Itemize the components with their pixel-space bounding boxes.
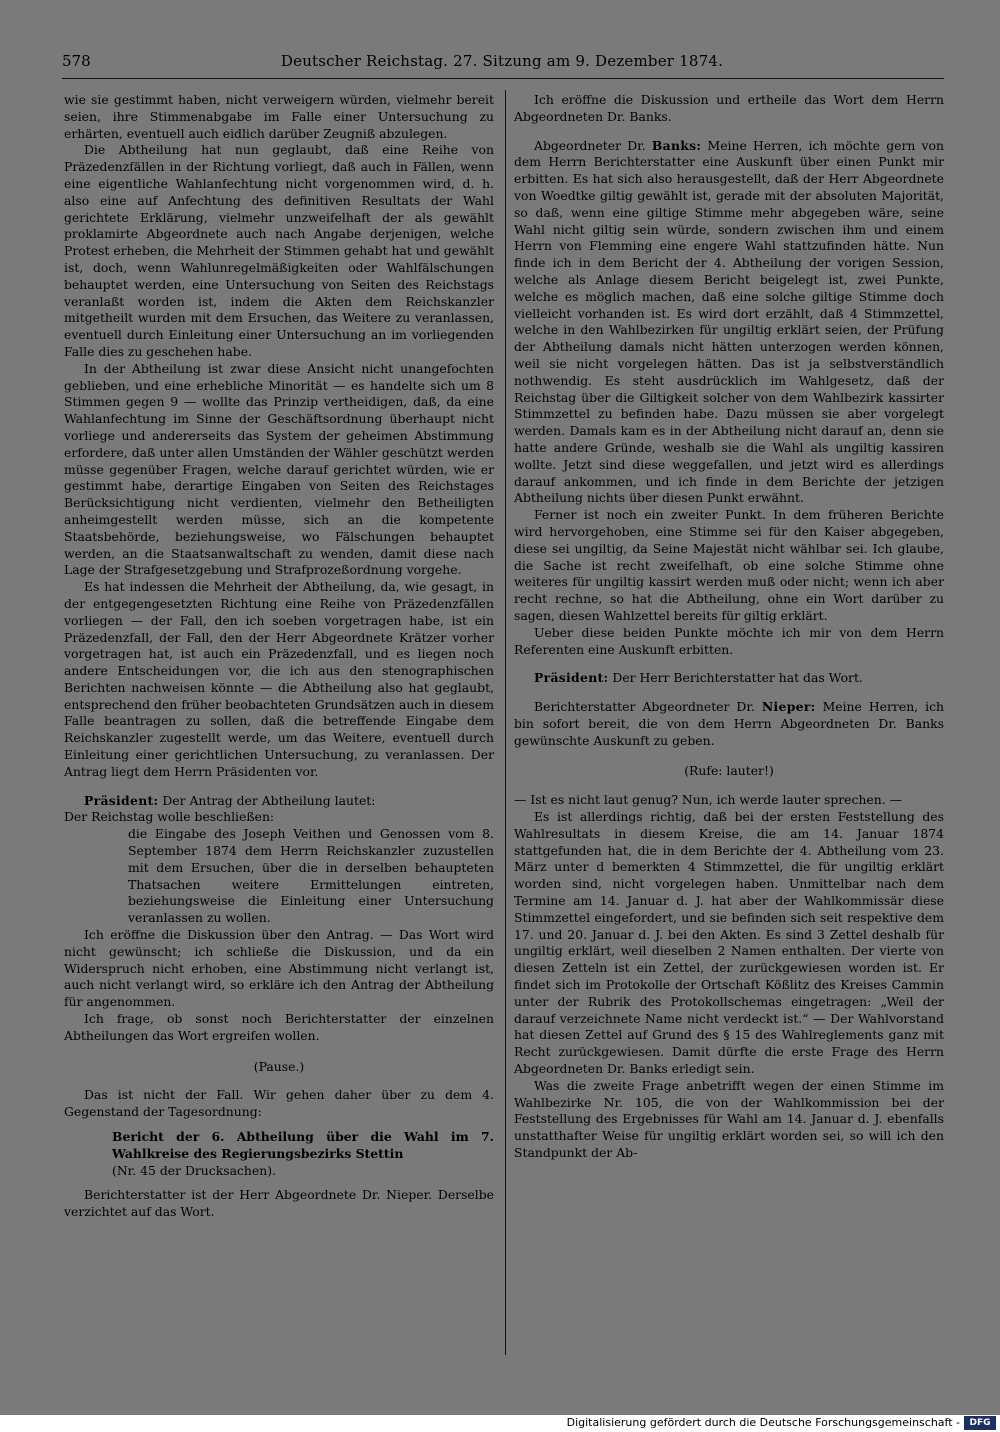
left-column bbox=[64, 92, 494, 1221]
paragraph: Ich eröffne die Diskussion und ertheile das Wort dem Herrn Abgeordneten Dr. Banks. bbox=[514, 92, 944, 124]
speech-paragraph bbox=[514, 699, 944, 749]
header-rule bbox=[62, 78, 944, 79]
paragraph: Ferner ist noch ein zweiter Punkt. In dem früheren Berichte wird hervorgehoben, eine Stimme sei für den Kaiser abgegeben, diese sei ungiltig, da Seine Majestät nicht wählbar sei. Ich glaube, die Sache ist recht zweifelhaft, ob eine solche Stimme ohne weiteres für ungiltig kassirt werden muß oder nicht; wenn ich aber recht rechne, so hat die Abtheilung, ohne ein Wort darüber zu sagen, diesen Wahlzettel bereits für giltig erklärt. bbox=[514, 507, 944, 623]
paragraph: Berichterstatter ist der Herr Abgeordnete Dr. Nieper. Derselbe verzichtet auf das Wort. bbox=[64, 1187, 494, 1220]
page-number: 578 bbox=[62, 52, 91, 70]
speech-text: Meine Herren, ich möchte gern von dem Herrn Berichterstatter eine Auskunft über einen Punkt mir erbitten. Es hat sich also herausgestellt, daß der Herr Abgeordnete von Woedtke giltig gewählt ist, gerade mit der absoluten Majorität, so daß, wenn eine giltige Stimme mehr abgegeben wäre, seine Wahl nicht giltig sein würde, sondern zwischen ihm und einem Herrn von Flemming eine engere Wahl stattzufinden hätte. Nun finde ich in dem Bericht der 4. Abtheilung der vorigen Session, welche als Anlage diesem Bericht beigelegt ist, zwei Punkte, welche es möglich machen, daß eine solche giltige Stimme doch vielleicht vorhanden ist. Es wird dort erzählt, daß 4 Stimmzettel, welche in den Wahlbezirken für ungiltig erklärt seien, der Prüfung der Abtheilung damals nicht hätten unterzogen werden können, weil sie nicht vorgelegen hätten. Das ist ja selbstverständlich nothwendig. Es steht ausdrücklich im Wahlgesetz, daß der Reichstag über die Giltigkeit solcher von dem Wahlbezirk kassirter Stimmzettel zu befinden habe. Dazu müssen sie aber vorgelegt werden. Damals kam es in der Abtheilung nicht darauf an, denn sie hatte andere Gründe, weshalb sie die Wahl als ungiltig kassiren wollte. Jetzt sind diese weggefallen, und jetzt wird es allerdings darauf ankommen, und ich finde in dem Berichte der jetzigen Abtheilung nichts über diesen Punkt erwähnt. bbox=[514, 137, 944, 506]
speech-text: Der Antrag der Abtheilung lautet: bbox=[158, 792, 376, 808]
dfg-logo: DFG bbox=[964, 1416, 996, 1430]
speaker-title: Berichterstatter Abgeordneter Dr. bbox=[534, 699, 762, 715]
stage-direction: (Rufe: lauter!) bbox=[684, 763, 774, 779]
speech-text: Der Herr Berichterstatter hat das Wort. bbox=[608, 670, 863, 686]
paragraph: Ich eröffne die Diskussion über den Antrag. — Das Wort wird nicht gewünscht; ich schließe die Diskussion, und da ein Widerspruch nicht erhoben, eine Abstimmung nicht verlangt ist, auch nicht verlangt wird, so erkläre ich den Antrag der Abtheilung für angenommen. bbox=[64, 927, 494, 1010]
paragraph: — Ist es nicht laut genug? Nun, ich werde lauter sprechen. — bbox=[514, 792, 903, 808]
paragraph: Es hat indessen die Mehrheit der Abtheilung, da, wie gesagt, in der entgegengesetzten Richtung eine Reihe von Präzedenzfällen vorliegen — der Fall, den ich soeben vorgetragen habe, ist ein Präzedenzfall, der Fall, den der Herr Abgeordnete Krätzer vorher vorgetragen hat, ist auch ein Präzedenzfall, und es liegen noch andere Entscheidungen vor, die ich aus den stenographischen Berichten nachweisen könnte — die Abtheilung also hat geglaubt, entsprechend den früher beobachteten Grundsätzen auch in diesem Falle beantragen zu sollen, daß die betreffende Eingabe dem Reichskanzler zugestellt werde, um das Weitere, eventuell durch Einleitung einer gerichtlichen Untersuchung, zu veranlassen. Der Antrag liegt dem Herrn Präsidenten vor. bbox=[64, 579, 494, 779]
stage-direction: (Pause.) bbox=[253, 1058, 305, 1074]
paragraph: In der Abtheilung ist zwar diese Ansicht nicht unangefochten geblieben, und eine erhebliche Minorität — es handelte sich um 8 Stimmen gegen 9 — wollte das Prinzip vertheidigen, daß, da eine Wahlanfechtung im Sinne der Geschäftsordnung überhaupt nicht vorliege und andererseits das System der geheimen Abstimmung erfordere, daß unter allen Umständen der Wähler geschützt werden müsse gegenüber Fragen, welche darauf gerichtet würden, wie er gestimmt habe, derartige Eingaben von Seiten des Reichstages Berücksichtigung nicht verdienten, vielmehr den Betheiligten anheimgestellt werden müsse, sich an die kompetente Staatsbehörde, beziehungsweise, wo Fälschungen behauptet werden, an die Staatsanwaltschaft zu wenden, damit diese nach Lage der Strafgesetzgebung und Strafprozeßordnung vorgehe. bbox=[64, 360, 494, 578]
agenda-item-reference: (Nr. 45 der Drucksachen). bbox=[112, 1162, 276, 1178]
speech-paragraph bbox=[514, 670, 944, 687]
speaker-name: Präsident: bbox=[534, 670, 609, 686]
speech-text: Meine Herren, ich bin sofort bereit, die von dem Herrn Abgeordneten Dr. Banks gewünschte Auskunft zu geben. bbox=[514, 699, 944, 748]
column-divider bbox=[505, 90, 506, 1355]
paragraph: Die Abtheilung hat nun geglaubt, daß eine Reihe von Präzedenzfällen in der Richtung vorliegt, daß auch in Fällen, wenn eine eigentliche Wahlanfechtung nicht vorgenommen wird, d. h. also eine auf Anfechtung des definitiven Resultats der Wahl gerichtete Erklärung, vielmehr unzweifelhaft der als gewählt proklamirte Abgeordnete auch nach Angabe derjenigen, welche Protest erheben, die Mehrheit der Stimmen gehabt hat und gewählt ist, doch, wenn Wahlunregelmäßigkeiten oder Wahlfälschungen behauptet werden, eine Untersuchung von Seiten des Reichstags veranlaßt worden ist, indem die Akten dem Reichskanzler mitgetheilt wurden mit dem Ersuchen, das Weitere zu veranlassen, eventuell durch Einleitung einer Untersuchung an im vorliegenden Falle dies zu geschehen habe. bbox=[64, 142, 494, 359]
speech-paragraph bbox=[64, 793, 494, 810]
resolution-text: die Eingabe des Joseph Veithen und Genossen vom 8. September 1874 dem Herrn Reichskanzler zuzustellen mit dem Ersuchen, über die in derselben behaupteten Thatsachen weitere Ermittelungen eintreten, beziehungsweise die Einleitung einer Untersuchung veranlassen zu wollen. bbox=[128, 826, 494, 926]
paragraph: Der Reichstag wolle beschließen: bbox=[64, 809, 275, 825]
footer-bar bbox=[0, 1415, 1000, 1432]
footer-credit: Digitalisierung gefördert durch die Deutsche Forschungsgemeinschaft - bbox=[566, 1416, 960, 1429]
page-header bbox=[62, 50, 942, 74]
speaker-title: Abgeordneter Dr. bbox=[534, 137, 652, 153]
speech-paragraph bbox=[514, 138, 944, 508]
speaker-name: Banks: bbox=[651, 137, 702, 153]
paragraph: Es ist allerdings richtig, daß bei der ersten Feststellung des Wahlresultats in diesem Kreise, die am 14. Januar 1874 stattgefunden hat, die in dem Berichte der 4. Abtheilung vom 23. März unter d bemerkten 4 Stimmzettel, die für ungiltig erklärt worden sind, nicht vorgelegen haben. Unmittelbar nach dem Termine am 14. Januar d. J. hat aber der Wahlkommissär diese Stimmzettel eingefordert, und sie befinden sich seit respektive dem 17. und 20. Januar d. J. bei den Akten. Es sind 3 Zettel deshalb für ungiltig erklärt, weil dieselben 2 Namen enthalten. Der vierte von diesen Zetteln ist ein Zettel, der zurückgewiesen worden ist. Er findet sich im Protokolle der Ortschaft Kößlitz des Kreises Cammin unter der Rubrik des Protokollschemas eingetragen: „Weil der darauf verzeichnete Name nicht verdeckt ist.“ — Der Wahlvorstand hat diesen Zettel auf Grund des § 15 des Wahlreglements ganz mit Recht zurückgewiesen. Damit dürfte die erste Frage des Herrn Abgeordneten Dr. Banks erledigt sein. bbox=[514, 809, 944, 1077]
running-head: Deutscher Reichstag. 27. Sitzung am 9. Dezember 1874. bbox=[280, 52, 724, 70]
paragraph: Ueber diese beiden Punkte möchte ich mir von dem Herrn Referenten eine Auskunft erbitten. bbox=[514, 624, 944, 657]
speaker-name: Präsident: bbox=[84, 792, 159, 808]
agenda-item-title: Bericht der 6. Abtheilung über die Wahl im 7. Wahlkreise des Regierungsbezirks Stettin bbox=[112, 1129, 494, 1161]
paragraph: Was die zweite Frage anbetrifft wegen der einen Stimme im Wahlbezirke Nr. 105, die von der Wahlkommission bei der Feststellung des Ergebnisses für Wahl am 14. Januar d. J. ebenfalls unstatthafter Weise für ungiltig erklärt worden sei, so will ich den Standpunkt der Ab- bbox=[514, 1077, 944, 1161]
paragraph: Ich frage, ob sonst noch Berichterstatter der einzelnen Abtheilungen das Wort ergreifen wollen. bbox=[64, 1011, 494, 1043]
paragraph: Das ist nicht der Fall. Wir gehen daher über zu dem 4. Gegenstand der Tagesordnung: bbox=[64, 1087, 494, 1120]
paragraph: wie sie gestimmt haben, nicht verweigern würden, vielmehr bereit seien, ihre Stimmenabgabe im Falle einer Untersuchung zu erhärten, eventuell auch eidlich darüber Zeugniß abzulegen. bbox=[64, 92, 494, 141]
speaker-name: Nieper: bbox=[761, 699, 816, 715]
right-column bbox=[514, 92, 944, 1162]
